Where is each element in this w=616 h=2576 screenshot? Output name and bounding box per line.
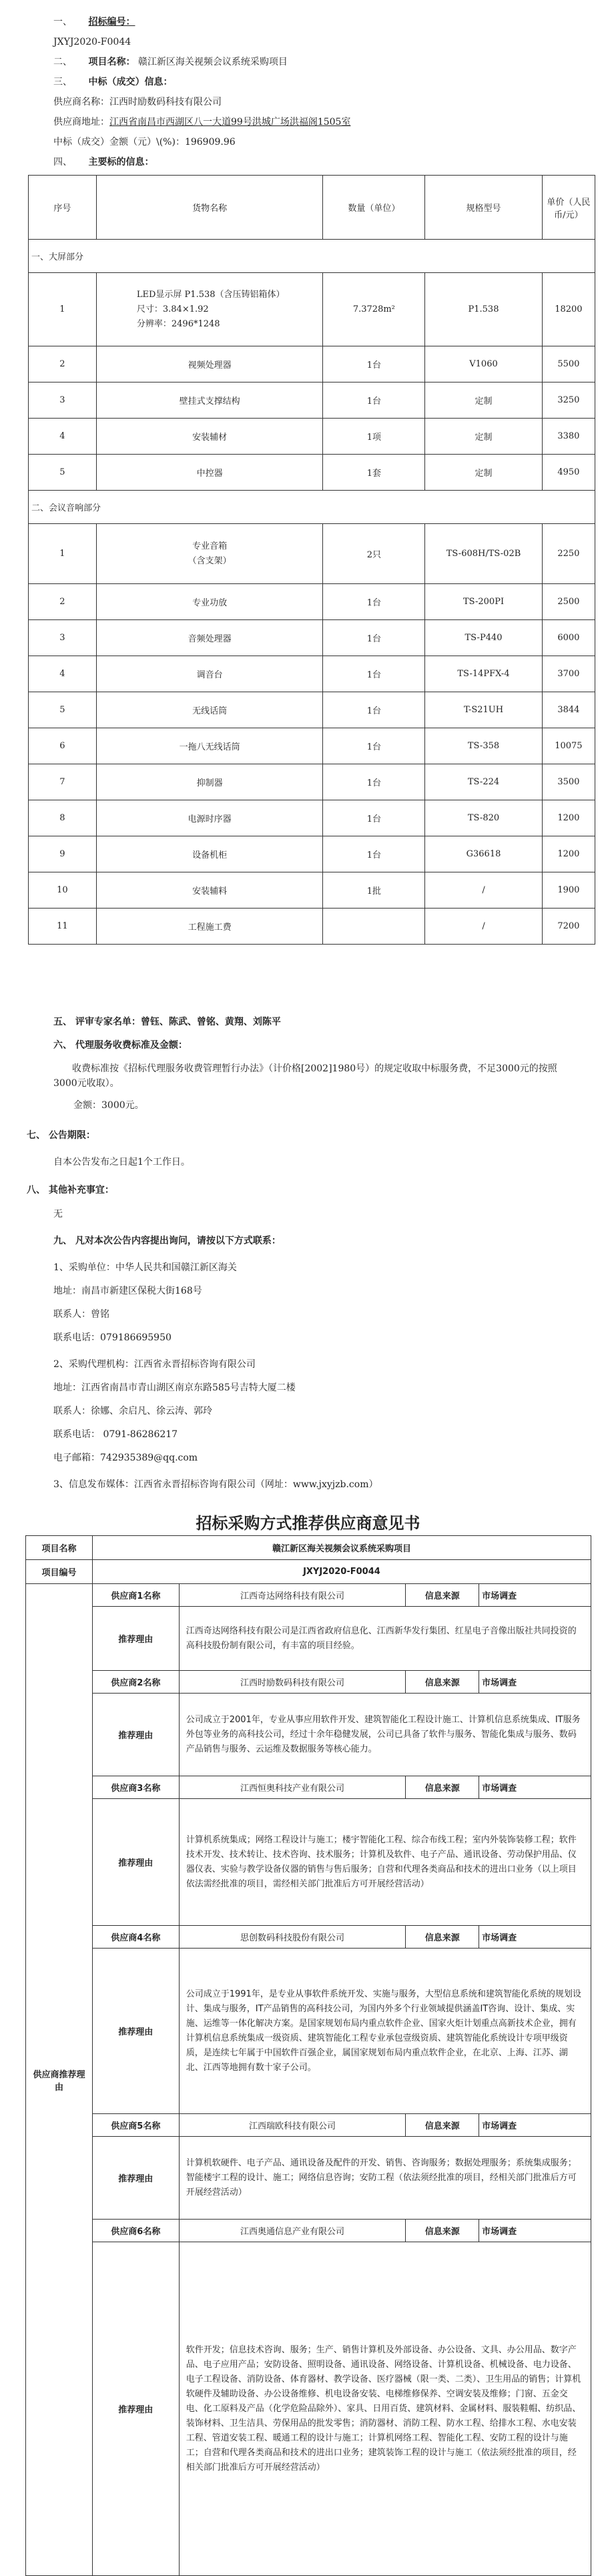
section-num: 三、	[53, 77, 72, 87]
supplier-name: 江西时励数码科技有限公司	[179, 1671, 406, 1694]
section-9: 九、 凡对本次公告内容提出询问，请按以下方式联系：	[53, 1236, 281, 1246]
supplier-label: 供应商1名称	[92, 1584, 179, 1607]
cell-model: TS-820	[425, 800, 542, 836]
reason-label: 推荐理由	[92, 2242, 179, 2576]
items-table	[28, 175, 595, 945]
reason-row	[26, 1799, 591, 1926]
contact-agency-phone: 联系电话： 0791-86286217	[53, 1429, 178, 1440]
reason-row	[26, 2137, 591, 2220]
other-matters: 无	[53, 1209, 63, 1220]
section-3	[53, 75, 172, 89]
table-row	[29, 455, 595, 491]
cell-model: V1060	[425, 346, 542, 382]
left-label: 供应商推荐理由	[26, 1584, 93, 2576]
reason-row	[26, 1694, 591, 1776]
cell-name: 安装辅材	[96, 419, 323, 455]
reason-row	[26, 1607, 591, 1671]
cell-name: 无线话筒	[96, 692, 323, 728]
supplier-name: 思创数码科技股份有限公司	[179, 1926, 406, 1949]
contact-purchaser-phone: 联系电话：079186695950	[53, 1332, 172, 1343]
contact-agency-person: 联系人：徐娜、余启凡、徐云涛、郭玲	[53, 1406, 212, 1416]
table-row	[29, 692, 595, 728]
project-row	[26, 1536, 591, 1560]
cell-model: TS-14PFX-4	[425, 656, 542, 692]
header-name: 货物名称	[96, 176, 323, 240]
cell-price: 5500	[542, 346, 595, 382]
reason-label: 推荐理由	[92, 2137, 179, 2220]
supplier-row	[26, 2220, 591, 2242]
cell-price: 18200	[542, 273, 595, 346]
section-2	[53, 55, 288, 69]
header-qty: 数量（单位）	[323, 176, 425, 240]
header-price: 单价（人民币/元）	[542, 176, 595, 240]
cell-name: 一拖八无线话筒	[96, 728, 323, 764]
cell-name: 电源时序器	[96, 800, 323, 836]
reason-label: 推荐理由	[92, 1949, 179, 2114]
supplier-name: 江西奇达网络科技有限公司	[179, 1584, 406, 1607]
cell-no: 2	[29, 584, 97, 620]
cell-no: 8	[29, 800, 97, 836]
cell-model: TS-200PI	[425, 584, 542, 620]
cell-qty: 1台	[323, 728, 425, 764]
cell-model: /	[425, 872, 542, 909]
info-source-label: 信息来源	[406, 2114, 479, 2137]
cell-qty: 1台	[323, 656, 425, 692]
notice-period: 自本公告发布之日起1个工作日。	[53, 1157, 190, 1168]
cell-price: 3700	[542, 656, 595, 692]
group-title: 一、大屏部分	[29, 240, 595, 273]
cell-model: 定制	[425, 455, 542, 491]
header-model: 规格型号	[425, 176, 542, 240]
cell-name	[96, 524, 323, 584]
supplier-name: 江西奥通信息产业有限公司	[179, 2220, 406, 2242]
form-title: 招标采购方式推荐供应商意见书	[196, 1514, 420, 1533]
section-num: 四、	[53, 157, 72, 168]
cell-price: 1900	[542, 872, 595, 909]
supplier-label: 供应商5名称	[92, 2114, 179, 2137]
section-6: 六、 代理服务收费标准及金额：	[53, 1040, 188, 1051]
contact-agency-address: 地址：江西省南昌市青山湖区南京东路585号吉特大厦二楼	[53, 1382, 296, 1393]
cell-price: 3500	[542, 764, 595, 800]
reason-text: 公司成立于2001年，专业从事应用软件开发、建筑智能化工程设计施工、计算机信息系统集成、IT服务外包等业务的高科技公司，经过十余年稳健发展，公司已具备了软件与服务、智能化集成与服务、数码产品销售与服务、云运维及数据服务等核心能力。	[179, 1694, 591, 1776]
info-source-value: 市场调查	[479, 1926, 591, 1949]
table-row	[29, 764, 595, 800]
cell-model: 定制	[425, 382, 542, 419]
table-header-row	[29, 176, 595, 240]
fee-standard: 收费标准按《招标代理服务收费管理暂行办法》（计价格[2002]1980号）的规定收取中标服务费，不足3000元的按照3000元收取）。	[53, 1063, 557, 1089]
info-source-label: 信息来源	[406, 1776, 479, 1799]
section-7: 七、 公告期限：	[27, 1130, 95, 1141]
group-title: 二、会议音响部分	[29, 491, 595, 524]
cell-no: 1	[29, 524, 97, 584]
reason-text: 江西奇达网络科技有限公司是江西省政府信息化、江西新华发行集团、红星电子音像出版社共同投资的高科技股份制有限公司，有丰富的项目经验。	[179, 1607, 591, 1671]
reason-label: 推荐理由	[92, 1694, 179, 1776]
info-source-label: 信息来源	[406, 1584, 479, 1607]
cell-model: T-S21UH	[425, 692, 542, 728]
cell-no: 3	[29, 382, 97, 419]
table-row	[29, 419, 595, 455]
cell-qty: 1台	[323, 382, 425, 419]
cell-name: 抑制器	[96, 764, 323, 800]
supplier-address-label: 供应商地址：	[53, 117, 109, 127]
supplier-label: 供应商3名称	[92, 1776, 179, 1799]
table-row	[29, 273, 595, 346]
name-line: LED显示屏 P1.538（含压铸铝箱体）	[136, 289, 285, 300]
supplier-row	[26, 2114, 591, 2137]
cell-no: 5	[29, 455, 97, 491]
award-amount: 中标（成交）金额（元）\(%)：196909.96	[53, 137, 236, 148]
section-4	[53, 155, 153, 170]
cell-price: 1200	[542, 836, 595, 872]
name-line: 专业音箱	[192, 541, 228, 551]
table-row	[29, 728, 595, 764]
reason-text: 计算机系统集成；网络工程设计与施工；楼宇智能化工程、综合布线工程；室内外装饰装修工程；软件技术开发、技术转让、技术咨询、技术服务；计算机及软件、电子产品、通讯设备、劳动保护用品、仪器仪表、实验与教学设备仪器的销售与售后服务；自营和代理各类商品和技术的进出口业务（以上项目依法需经批准的项目，需经相关部门批准后方可开展经营活动）	[179, 1799, 591, 1926]
section-5: 五、 评审专家名单：曾钰、陈武、曾铭、黄翔、刘陈平	[53, 1017, 281, 1027]
contact-purchaser-address: 地址：南昌市新建区保税大街168号	[53, 1286, 202, 1296]
table-row	[29, 382, 595, 419]
cell-price: 2250	[542, 524, 595, 584]
cell-no: 4	[29, 419, 97, 455]
cell-qty: 7.3728m²	[323, 273, 425, 346]
cell-qty: 1台	[323, 620, 425, 656]
cell-qty: 1套	[323, 455, 425, 491]
info-source-label: 信息来源	[406, 1671, 479, 1694]
cell-name: 安装辅料	[96, 872, 323, 909]
reason-row	[26, 1949, 591, 2114]
contact-agency-email: 电子邮箱：742935389@qq.com	[53, 1453, 198, 1463]
table-row	[29, 872, 595, 909]
reason-text: 计算机软硬件、电子产品、通讯设备及配件的开发、销售、咨询服务；数据处理服务；系统集成服务；智能楼宇工程的设计、施工；网络信息咨询；安防工程（依法须经批准的项目，经相关部门批准后方可开展经营活动）	[179, 2137, 591, 2220]
info-source-label: 信息来源	[406, 1926, 479, 1949]
table-row	[29, 524, 595, 584]
cell-qty: 1批	[323, 872, 425, 909]
cell-no: 11	[29, 909, 97, 945]
cell-model: G36618	[425, 836, 542, 872]
table-row	[29, 584, 595, 620]
cell-qty: 1台	[323, 836, 425, 872]
info-source-value: 市场调查	[479, 2220, 591, 2242]
cell-name: 专业功放	[96, 584, 323, 620]
reason-text: 软件开发；信息技术咨询、服务；生产、销售计算机及外部设备、办公设备、文具、办公用品、数字产品、电子应用产品；安防设备、照明设备、通讯设备、网络设备、计算机设备、机械设备、电力设备、电子工程设备、消防设备、体育器材、教学设备、医疗器械（限一类、二类）、卫生用品的销售；计算机软硬件及辅助设备、办公设备维修、机电设备安装、电梯维修保养、空调安装及维修；门窗、五金交电、化工原料及产品（化学危险品除外）、家具、日用百货、建筑材料、金属材料、服装鞋帽、纺织品、装饰材料、卫生洁具、劳保用品的批发零售；消防器材、消防工程、防水工程、给排水工程、水电安装工程、管道安装工程、暖通工程的设计与施工；计算机网络工程、智能化工程、安防工程的设计与施工；自营和代理各类商品和技术的进出口业务；建筑装饰工程的设计与施工（依法须经批准的项目，经相关部门批准后方可开展经营活动）	[179, 2242, 591, 2576]
project-label: 项目名称	[26, 1536, 93, 1560]
supplier-name: 江西恒奥科技产业有限公司	[179, 1776, 406, 1799]
supplier-name: 供应商名称：江西时励数码科技有限公司	[53, 97, 222, 107]
cell-price: 3380	[542, 419, 595, 455]
code-row	[26, 1560, 591, 1584]
contact-agency: 2、采购代理机构：江西省永晋招标咨询有限公司	[53, 1359, 256, 1370]
cell-qty: 1台	[323, 346, 425, 382]
table-row	[29, 836, 595, 872]
supplier-address-value: 江西省南昌市西湖区八一大道99号洪城广场洪福阁1505室	[109, 117, 351, 127]
section-label: 中标（成交）信息：	[88, 77, 173, 87]
cell-model: TS-608H/TS-02B	[425, 524, 542, 584]
group-row	[29, 240, 595, 273]
cell-price: 7200	[542, 909, 595, 945]
cell-name: 中控器	[96, 455, 323, 491]
group-row	[29, 491, 595, 524]
info-source-value: 市场调查	[479, 1671, 591, 1694]
reason-label: 推荐理由	[92, 1799, 179, 1926]
cell-no: 3	[29, 620, 97, 656]
cell-qty: 1台	[323, 692, 425, 728]
cell-price: 2500	[542, 584, 595, 620]
info-source-label: 信息来源	[406, 2220, 479, 2242]
table-row	[29, 800, 595, 836]
cell-no: 2	[29, 346, 97, 382]
cell-qty: 1项	[323, 419, 425, 455]
cell-qty: 1台	[323, 764, 425, 800]
section-1	[53, 15, 135, 29]
section-label: 招标编号：	[88, 17, 135, 27]
name-line: 分辨率：2496*1248	[136, 318, 220, 329]
cell-price: 4950	[542, 455, 595, 491]
cell-price: 6000	[542, 620, 595, 656]
cell-name: 音频处理器	[96, 620, 323, 656]
cell-name: 工程施工费	[96, 909, 323, 945]
cell-no: 9	[29, 836, 97, 872]
info-source-value: 市场调查	[479, 1584, 591, 1607]
reason-text: 公司成立于1991年，是专业从事软件系统开发、实施与服务，大型信息系统和建筑智能化系统的规划设计、集成与服务，IT产品销售的高科技公司，为国内外多个行业领域提供涵盖IT咨询、设计、集成、实施、运维等一体化解决方案。是国家规划布局内重点软件企业、国家火炬计划重点高新技术企业，拥有计算机信息系统集成一级资质、建筑智能化工程专业承包壹级资质、建筑智能化系统设计专项甲级资质，是连续七年属于中国软件百强企业，属国家规划布局内重点软件企业，在北京、上海、江苏、湖北、江西等地拥有数十家子公司。	[179, 1949, 591, 2114]
supplier-label: 供应商2名称	[92, 1671, 179, 1694]
table-row	[29, 656, 595, 692]
cell-qty: 1台	[323, 800, 425, 836]
section-label: 项目名称：	[88, 57, 135, 67]
cell-no: 1	[29, 273, 97, 346]
cell-model: TS-224	[425, 764, 542, 800]
cell-model: P1.538	[425, 273, 542, 346]
code-label: 项目编号	[26, 1560, 93, 1584]
code-value: JXYJ2020-F0044	[92, 1560, 591, 1584]
fee-amount: 金额：3000元。	[73, 1100, 144, 1111]
supplier-row	[26, 1671, 591, 1694]
cell-model: TS-358	[425, 728, 542, 764]
cell-no: 7	[29, 764, 97, 800]
info-source-value: 市场调查	[479, 2114, 591, 2137]
name-line: （含支架）	[188, 555, 232, 566]
cell-no: 4	[29, 656, 97, 692]
cell-price: 1200	[542, 800, 595, 836]
cell-price: 10075	[542, 728, 595, 764]
cell-name: 视频处理器	[96, 346, 323, 382]
tender-code: JXYJ2020-F0044	[53, 37, 131, 47]
cell-qty: 2只	[323, 524, 425, 584]
cell-name: 调音台	[96, 656, 323, 692]
supplier-row	[26, 1776, 591, 1799]
section-num: 一、	[53, 17, 72, 27]
info-source-value: 市场调查	[479, 1776, 591, 1799]
recommendation-table	[25, 1535, 591, 2576]
table-row	[29, 620, 595, 656]
cell-name: 设备机柜	[96, 836, 323, 872]
project-name: 赣江新区海关视频会议系统采购项目	[137, 57, 288, 67]
cell-price: 3250	[542, 382, 595, 419]
cell-no: 10	[29, 872, 97, 909]
reason-row	[26, 2242, 591, 2576]
cell-no: 6	[29, 728, 97, 764]
cell-qty	[323, 909, 425, 945]
supplier-label: 供应商4名称	[92, 1926, 179, 1949]
supplier-address	[53, 115, 350, 130]
header-no: 序号	[29, 176, 97, 240]
supplier-row	[26, 1926, 591, 1949]
cell-price: 3844	[542, 692, 595, 728]
supplier-row	[26, 1584, 591, 1607]
publish-media: 3、信息发布媒体：江西省永晋招标咨询有限公司（网址：www.jxyjzb.com）	[53, 1479, 378, 1490]
table-row	[29, 346, 595, 382]
table-row	[29, 909, 595, 945]
cell-name: 壁挂式支撑结构	[96, 382, 323, 419]
cell-qty: 1台	[323, 584, 425, 620]
contact-purchaser-person: 联系人：曾铭	[53, 1309, 109, 1320]
section-label: 主要标的信息：	[88, 157, 154, 168]
supplier-name: 江西瑞欧科技有限公司	[179, 2114, 406, 2137]
cell-no: 5	[29, 692, 97, 728]
section-num: 二、	[53, 57, 72, 67]
cell-model: /	[425, 909, 542, 945]
cell-name	[96, 273, 323, 346]
supplier-label: 供应商6名称	[92, 2220, 179, 2242]
cell-model: TS-P440	[425, 620, 542, 656]
project-value: 赣江新区海关视频会议系统采购项目	[92, 1536, 591, 1560]
section-8: 八、 其他补充事宜：	[27, 1185, 114, 1196]
reason-label: 推荐理由	[92, 1607, 179, 1671]
name-line: 尺寸：3.84×1.92	[136, 304, 209, 314]
contact-purchaser: 1、采购单位：中华人民共和国赣江新区海关	[53, 1262, 237, 1273]
cell-model: 定制	[425, 419, 542, 455]
